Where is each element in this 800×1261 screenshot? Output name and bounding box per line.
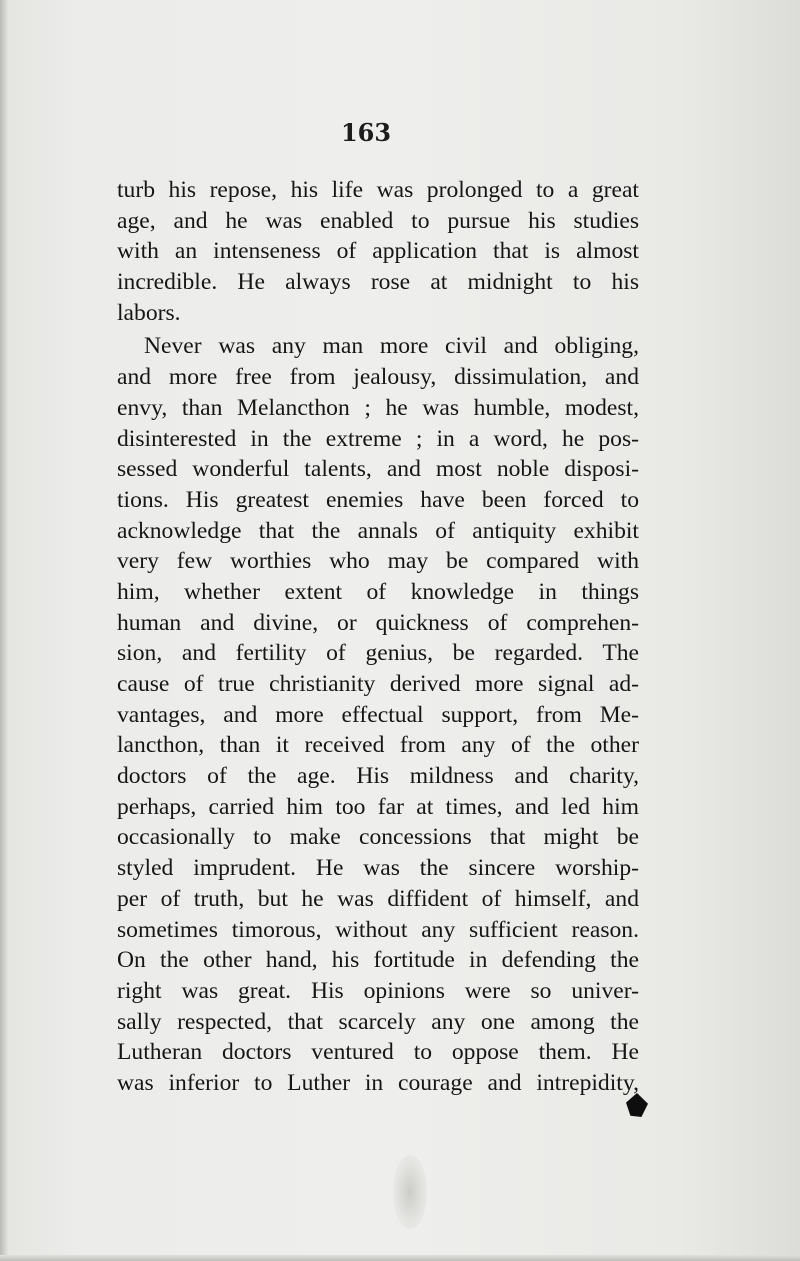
text-line: was inferior to Luther in courage and intrepidity, (117, 1069, 639, 1096)
body-text (117, 175, 639, 1099)
text-line: Lutheran doctors ventured to oppose them. He (117, 1039, 639, 1066)
text-line: sessed wonderful talents, and most noble disposi- (117, 456, 639, 483)
text-line: and more free from jealousy, dissimulation, and (117, 364, 639, 391)
page-number: 163 (340, 118, 392, 147)
text-line: human and divine, or quickness of comprehen- (117, 609, 639, 636)
text-line: occasionally to make concessions that might be (117, 824, 639, 851)
text-line: sometimes timorous, without any sufficient reason. (117, 916, 639, 943)
text-line: right was great. His opinions were so univer- (117, 977, 639, 1004)
text-line: turb his repose, his life was prolonged to a great (117, 177, 639, 203)
text-line: per of truth, but he was diffident of himself, and (117, 885, 639, 912)
paragraph-2 (117, 331, 639, 1098)
text-line: sion, and fertility of genius, be regarded. The (117, 640, 639, 667)
page-left-edge-shadow (0, 0, 8, 1261)
text-line: age, and he was enabled to pursue his studies (117, 207, 639, 234)
text-line: envy, than Melancthon ; he was humble, modest, (117, 394, 639, 421)
text-line: lancthon, than it received from any of the other (117, 732, 639, 759)
text-line: acknowledge that the annals of antiquity exhibit (117, 517, 639, 544)
text-line: very few worthies who may be compared with (117, 548, 639, 575)
page-bottom-edge-shadow (0, 1255, 800, 1261)
text-line: styled imprudent. He was the sincere worship- (117, 855, 639, 882)
text-line: vantages, and more effectual support, from Me- (117, 701, 639, 728)
text-line: with an intenseness of application that is almost (117, 238, 639, 265)
paper-smudge (393, 1155, 427, 1229)
text-line: incredible. He always rose at midnight to his (117, 269, 639, 296)
text-line: disinterested in the extreme ; in a word, he pos- (117, 425, 639, 452)
text-line: Never was any man more civil and obliging, (144, 333, 639, 360)
text-line: perhaps, carried him too far at times, and led him (117, 793, 639, 820)
text-line: sally respected, that scarcely any one among the (117, 1008, 639, 1035)
text-line: On the other hand, his fortitude in defending the (117, 947, 639, 974)
text-line: cause of true christianity derived more signal ad- (117, 671, 639, 697)
text-line: doctors of the age. His mildness and charity, (117, 763, 639, 790)
paragraph-1 (117, 175, 639, 328)
text-line: him, whether extent of knowledge in things (117, 578, 639, 605)
text-line: labors. (117, 299, 181, 326)
text-line: tions. His greatest enemies have been forced to (117, 486, 639, 513)
